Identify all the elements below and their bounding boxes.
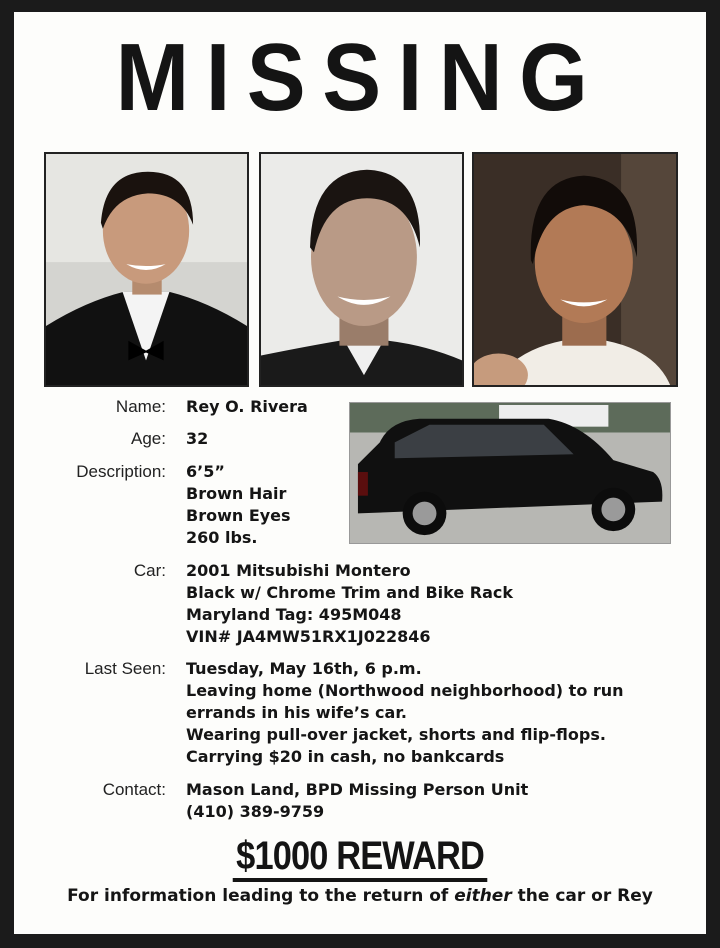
photo-tuxedo: [44, 152, 249, 387]
contact-value: [186, 779, 528, 823]
car-line: Maryland Tag: 495M048: [186, 605, 402, 624]
black-suv-photo: [349, 402, 671, 544]
car-line: 2001 Mitsubishi Montero: [186, 561, 411, 580]
contact-line: Mason Land, BPD Missing Person Unit: [186, 780, 529, 799]
description-line: 6’5”: [186, 462, 225, 481]
description-line: 260 lbs.: [186, 528, 258, 547]
last-seen-line: errands in his wife’s car.: [186, 703, 407, 722]
car-line: VIN# JA4MW51RX1J022846: [186, 627, 431, 646]
reward-text: $1000 REWARD: [233, 834, 488, 882]
car-value: [186, 560, 513, 648]
last-seen-line: Tuesday, May 16th, 6 p.m.: [186, 659, 422, 678]
headline: MISSING: [115, 24, 605, 131]
car-line: Black w/ Chrome Trim and Bike Rack: [186, 583, 514, 602]
age-label: Age:: [131, 429, 166, 448]
car-label: Car:: [133, 561, 166, 580]
description-label: Description:: [76, 462, 166, 481]
footer-text: [14, 886, 706, 906]
contact-label: Contact:: [102, 780, 166, 799]
description-value: [186, 461, 291, 549]
footer-before: For information leading to the return of: [67, 886, 455, 906]
age-value: 32: [186, 429, 209, 448]
description-line: Brown Hair: [186, 484, 287, 503]
last-seen-value: [186, 658, 624, 768]
last-seen-label: Last Seen:: [84, 659, 166, 678]
last-seen-line: Wearing pull-over jacket, shorts and flip-flops.: [186, 725, 606, 744]
name-value: Rey O. Rivera: [186, 397, 308, 416]
photo-casual: [472, 152, 678, 387]
name-label: Name:: [115, 397, 166, 416]
missing-poster: [14, 12, 706, 934]
last-seen-line: Carrying $20 in cash, no bankcards: [186, 747, 505, 766]
reward-banner: [14, 834, 706, 882]
footer-after: the car or Rey: [511, 886, 653, 906]
footer-emphasis: either: [454, 886, 512, 906]
description-line: Brown Eyes: [186, 506, 291, 525]
last-seen-line: Leaving home (Northwood neighborhood) to run: [186, 681, 624, 700]
photo-closeup: [259, 152, 464, 387]
contact-line: (410) 389-9759: [186, 802, 325, 821]
